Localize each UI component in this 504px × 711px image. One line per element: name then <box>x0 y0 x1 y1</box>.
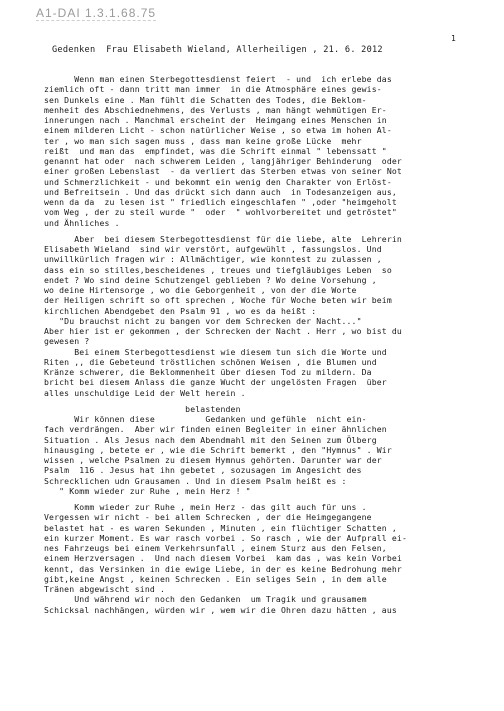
text-line: ter , wo man sich sagen muss , dass man keine große Lücke mehr <box>44 135 362 146</box>
text-line: Und während wir noch den Gedanken um Tragik und grausamem <box>44 594 367 605</box>
text-line: belastet hat - es waren Sekunden , Minuten , ein flüchtiger Schatten , <box>44 522 397 533</box>
text-line: endet ? Wo sind deine Schutzengel geblieben ? Wo deine Vorsehung , <box>44 274 377 285</box>
document-body <box>44 74 484 621</box>
text-line: und Schmerzlichkeit - und bekommt ein wenig den Charakter von Erlöst- <box>44 176 392 187</box>
text-line: ziemlich oft - dann tritt man immer in die Atmosphäre eines gewis- <box>44 84 382 95</box>
text-line: ein kurzer Moment. Es war rasch vorbei . So rasch , wie der Aufprall ei- <box>44 532 407 543</box>
text-line: Aber bei diesem Sterbegottesdienst für die liebe, alte Lehrerin <box>44 233 402 244</box>
text-line: dass ein so stilles,bescheidenes , treues und tiefgläubiges Leben so <box>44 264 392 275</box>
text-line: Schicksal nachhängen, würden wir , wem wir die Ohren dazu hätten , aus <box>44 604 397 615</box>
paragraph-1 <box>44 74 484 228</box>
text-line: und Befreitsein . Und das drückt sich dann auch in Todesanzeigen aus, <box>44 186 397 197</box>
text-line: belastenden <box>44 403 241 414</box>
text-line: der Heiligen schrift so oft sprechen , Woche für Woche beten wir beim <box>44 295 392 306</box>
page-number: 1 <box>451 34 456 43</box>
text-line: kirchlichen Abendgebet den Psalm 91 , wo es da heißt : <box>44 305 317 316</box>
text-line: wissen , welche Psalmen zu diesem Hymnus gehörten. Darunter war der <box>44 455 382 465</box>
text-line: genannt hat oder nach schwerem Leiden , langjähriger Behinderung oder <box>44 156 402 166</box>
document-header: Gedenken Frau Elisabeth Wieland, Allerheiligen , 21. 6. 2012 <box>52 45 383 55</box>
text-line: sen Dunkels eine . Man fühlt die Schatten des Todes, die Beklom- <box>44 94 367 105</box>
text-line: Elisabeth Wieland sind wir verstört, aufgewühlt , fassungslos. Und <box>44 244 382 254</box>
text-line: einem milderen Licht - schon natürlicher Weise , so etwa im hohen Al- <box>44 125 392 136</box>
text-line: Wir können diese Gedanken und gefühle nicht ein- <box>44 414 367 424</box>
paragraph-2 <box>44 234 484 398</box>
text-line: Schrecklichen udn Grausamen . Und in diesem Psalm heißt es : <box>44 475 347 486</box>
text-line: wenn da da zu lesen ist " friedlich eingeschlafen " ,oder "heimgeholt <box>44 197 397 207</box>
text-line: Bei einem Sterbegottesdienst wie diesem tun sich die Worte und <box>44 346 387 357</box>
text-line: Situation . Als Jesus nach dem Abendmahl mit den Seinen zum Ölberg <box>44 434 377 445</box>
text-line: Vergessen wir nicht - bei allem Schrecken , der die Heimgegangene <box>44 512 372 523</box>
text-line: " Komm wieder zur Ruhe , mein Herz ! " <box>44 485 251 496</box>
text-line: Komm wieder zur Ruhe , mein Herz - das gilt auch für uns . <box>44 502 367 512</box>
text-line: gewesen ? <box>44 336 90 347</box>
text-line: Tränen abgewischt sind . <box>44 584 165 594</box>
text-line: Riten ,, die Gebeteund tröstlichen schönen Weisen , die Blumen und <box>44 356 377 367</box>
text-line: Wenn man einen Sterbegottesdienst feiert - und ich erlebe das <box>44 74 392 84</box>
paragraph-3 <box>44 404 484 496</box>
text-line: bricht bei diesem Anlass die ganze Wucht der ungelösten Fragen über <box>44 377 387 388</box>
paragraph-4 <box>44 502 484 615</box>
text-line: einem Herzversagen . Und nach diesem Vorbei kam das , was kein Vorbei <box>44 553 402 564</box>
text-line: Psalm 116 . Jesus hat ihn gebetet , sozusagen im Angesicht des <box>44 465 362 476</box>
text-line: unwillkürlich fragen wir : Allmächtiger, wie konntest zu zulassen , <box>44 254 382 265</box>
text-line: hinausging , betete er , wie die Schrift bemerkt , den "Hymnus" . Wir <box>44 444 392 455</box>
text-line: reißt und man das empfindet, was die Schrift einmal " lebenssatt " <box>44 145 387 156</box>
text-line: menheit des Abschiednehmens, des Verlusts , man hängt wehmütigen Er- <box>44 104 387 115</box>
text-line: Kränze schwerer, die Beklommenheit über diesen Tod zu mildern. Da <box>44 367 372 377</box>
text-line: und Ähnliches . <box>44 217 120 228</box>
text-line: einer großen Lebenslast - da verliert das Sterben etwas von seiner Not <box>44 166 402 177</box>
text-line: gibt,keine Angst , keinen Schrecken . Ein seliges Sein , in dem alle <box>44 573 387 584</box>
text-line: "Du brauchst nicht zu bangen vor dem Schrecken der Nacht..." <box>44 315 362 326</box>
text-line: nes Fahrzeugs bei einem Verkehrsunfall , einem Sturz aus den Felsen, <box>44 543 387 553</box>
text-line: Aber hier ist er gekommen , der Schrecken der Nacht . Herr , wo bist du <box>44 326 402 336</box>
text-line: wo deine Hirtensorge , wo die Geborgenheit , von der die Worte <box>44 285 357 295</box>
text-line: innerungen nach . Manchmal erscheint der Heimgang eines Menschen in <box>44 115 387 125</box>
text-line: kennt, das Versinken in die ewige Liebe, in der es keine Bedrohung mehr <box>44 563 402 574</box>
text-line: fach verdrängen. Aber wir finden einen Begleiter in einer ähnlichen <box>44 424 387 435</box>
text-line: vom Weg , der zu steil wurde " oder " wohlvorbereitet und getröstet" <box>44 207 397 218</box>
archive-stamp: A1-DAI 1.3.1.68.75 <box>36 6 157 20</box>
text-line: alles unschuldige Leid der Welt herein . <box>44 387 246 398</box>
